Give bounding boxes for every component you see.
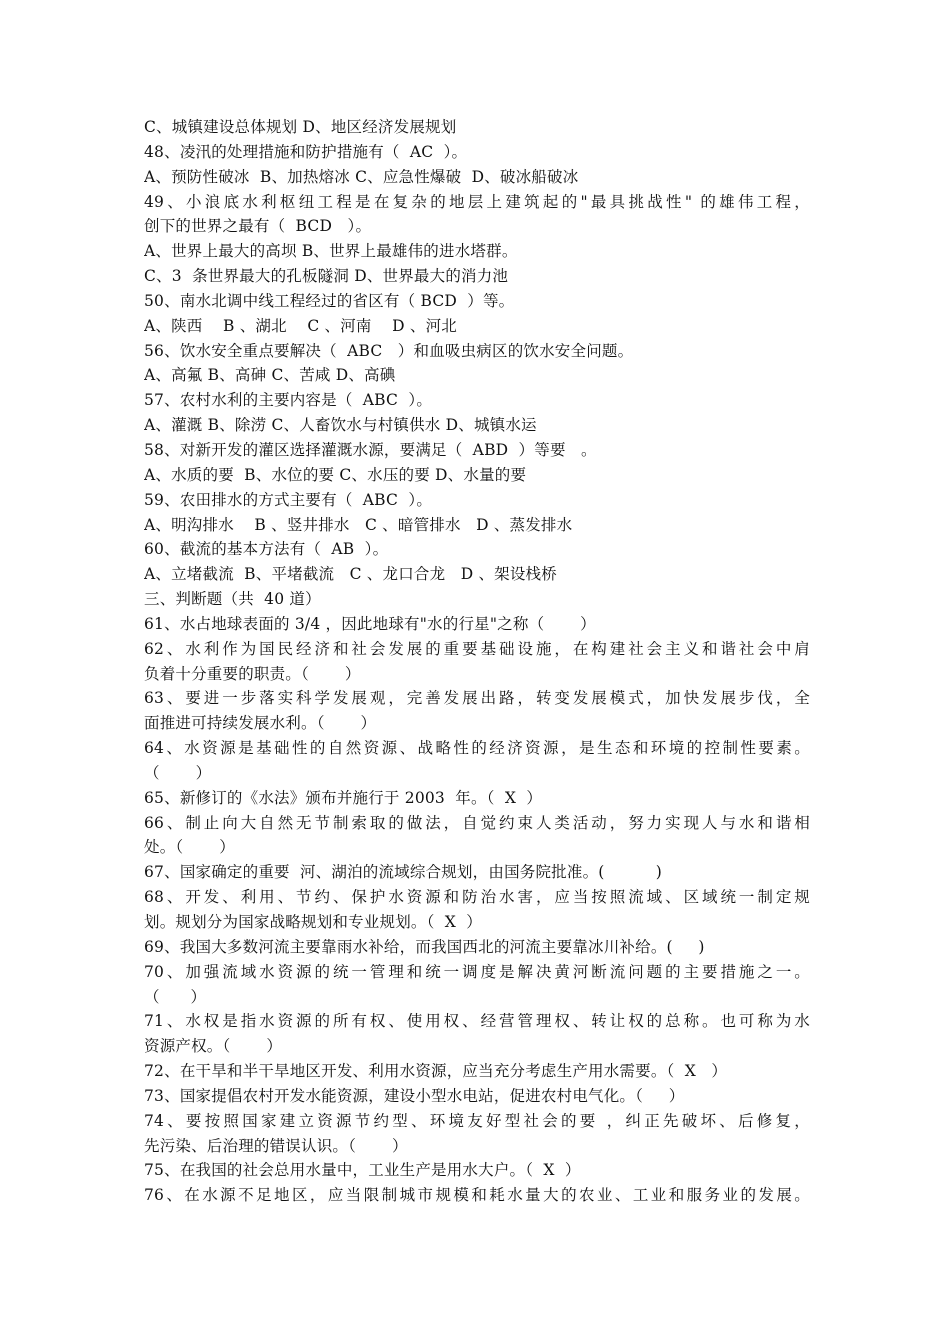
- text-line: 63、要进一步落实科学发展观，完善发展出路，转变发展模式，加快发展步伐，全: [144, 689, 810, 708]
- text-line: 57、农村水利的主要内容是（ ABC ）。: [144, 391, 433, 410]
- text-line: 66、制止向大自然无节制索取的做法，自觉约束人类活动，努力实现人与水和谐相: [144, 813, 810, 832]
- text-line: 72、在干旱和半干旱地区开发、利用水资源，应当充分考虑生产用水需要。（ X ）: [144, 1062, 728, 1081]
- text-line: 划。规划分为国家战略规划和专业规划。（ X ）: [144, 913, 482, 931]
- text-line: 负着十分重要的职责。（ ）: [144, 664, 361, 683]
- text-line: 69、我国大多数河流主要靠雨水补给，而我国西北的河流主要靠冰川补给。( ): [144, 937, 705, 956]
- text-line: 面推进可持续发展水利。（ ）: [144, 714, 377, 733]
- text-line: A、高氟 B、高砷 C、苦咸 D、高碘: [144, 366, 396, 385]
- text-line: A、世界上最大的高坝 B、世界上最雄伟的进水塔群。: [144, 242, 518, 261]
- text-line: 58、对新开发的灌区选择灌溉水源，要满足（ ABD ）等要 。: [144, 440, 597, 459]
- text-line: 74、要按照国家建立资源节约型、环境友好型社会的要 ，纠正先破坏、后修复，: [144, 1111, 810, 1130]
- text-line: 创下的世界之最有（ BCD ）。: [144, 217, 372, 236]
- text-line: 75、在我国的社会总用水量中，工业生产是用水大户。（ X ）: [144, 1161, 581, 1180]
- text-line: C、3 条世界最大的孔板隧洞 D、世界最大的消力池: [144, 267, 509, 286]
- text-line: 49、小浪底水利枢纽工程是在复杂的地层上建筑起的"最具挑战性" 的雄伟工程，: [144, 192, 810, 211]
- text-line: 61、水占地球表面的 3/4 ，因此地球有"水的行星"之称（ ）: [144, 614, 596, 633]
- text-line: 资源产权。（ ）: [144, 1037, 283, 1056]
- text-line: 73、国家提倡农村开发水能资源，建设小型水电站，促进农村电气化。（ ）: [144, 1086, 685, 1105]
- text-line: 64、水资源是基础性的自然资源、战略性的经济资源，是生态和环境的控制性要素。: [144, 739, 810, 758]
- text-line: 50、南水北调中线工程经过的省区有（ BCD ）等。: [144, 291, 515, 310]
- document-body: [144, 115, 810, 1208]
- text-line: 48、凌汛的处理措施和防护措施有（ AC ）。: [144, 142, 468, 161]
- text-line: A、预防性破冰 B、加热熔冰 C、应急性爆破 D、破冰船破冰: [144, 167, 579, 186]
- text-line: （ ）: [144, 763, 212, 782]
- text-line: 76、在水源不足地区，应当限制城市规模和耗水量大的农业、工业和服务业的发展。: [144, 1186, 810, 1205]
- text-line: 60、截流的基本方法有（ AB ）。: [144, 540, 389, 559]
- text-line: 处。（ ）: [144, 838, 235, 857]
- text-line: A、立堵截流 B、平堵截流 C 、龙口合龙 D 、架设栈桥: [144, 565, 557, 584]
- text-line: A、陕西 B 、湖北 C 、河南 D 、河北: [144, 316, 457, 335]
- text-line: 56、饮水安全重点要解决（ ABC ）和血吸虫病区的饮水安全问题。: [144, 341, 634, 360]
- text-line: 68、开发、利用、节约、保护水资源和防治水害，应当按照流域、区域统一制定规: [144, 888, 810, 907]
- text-line: 70、加强流域水资源的统一管理和统一调度是解决黄河断流问题的主要措施之一。: [144, 962, 810, 981]
- text-line: 先污染、后治理的错误认识。（ ）: [144, 1136, 408, 1155]
- text-line: 71、水权是指水资源的所有权、使用权、经营管理权、转让权的总称。也可称为水: [144, 1012, 810, 1031]
- text-line: A、灌溉 B、除涝 C、人畜饮水与村镇供水 D、城镇水运: [144, 416, 537, 435]
- text-line: C、城镇建设总体规划 D、地区经济发展规划: [144, 118, 457, 136]
- text-line: 三、判断题（共 40 道）: [144, 590, 321, 609]
- text-line: （ ）: [144, 987, 207, 1006]
- text-line: A、水质的要 B、水位的要 C、水压的要 D、水量的要: [144, 465, 527, 484]
- text-line: 62、水利作为国民经济和社会发展的重要基础设施，在构建社会主义和谐社会中肩: [144, 639, 810, 658]
- text-line: A、明沟排水 B 、竖井排水 C 、暗管排水 D 、蒸发排水: [144, 515, 573, 534]
- text-line: 67、国家确定的重要 河、湖泊的流域综合规划，由国务院批准。( ): [144, 863, 663, 882]
- text-line: 65、新修订的《水法》颁布并施行于 2003 年。（ X ）: [144, 788, 543, 807]
- text-line: 59、农田排水的方式主要有（ ABC ）。: [144, 490, 433, 509]
